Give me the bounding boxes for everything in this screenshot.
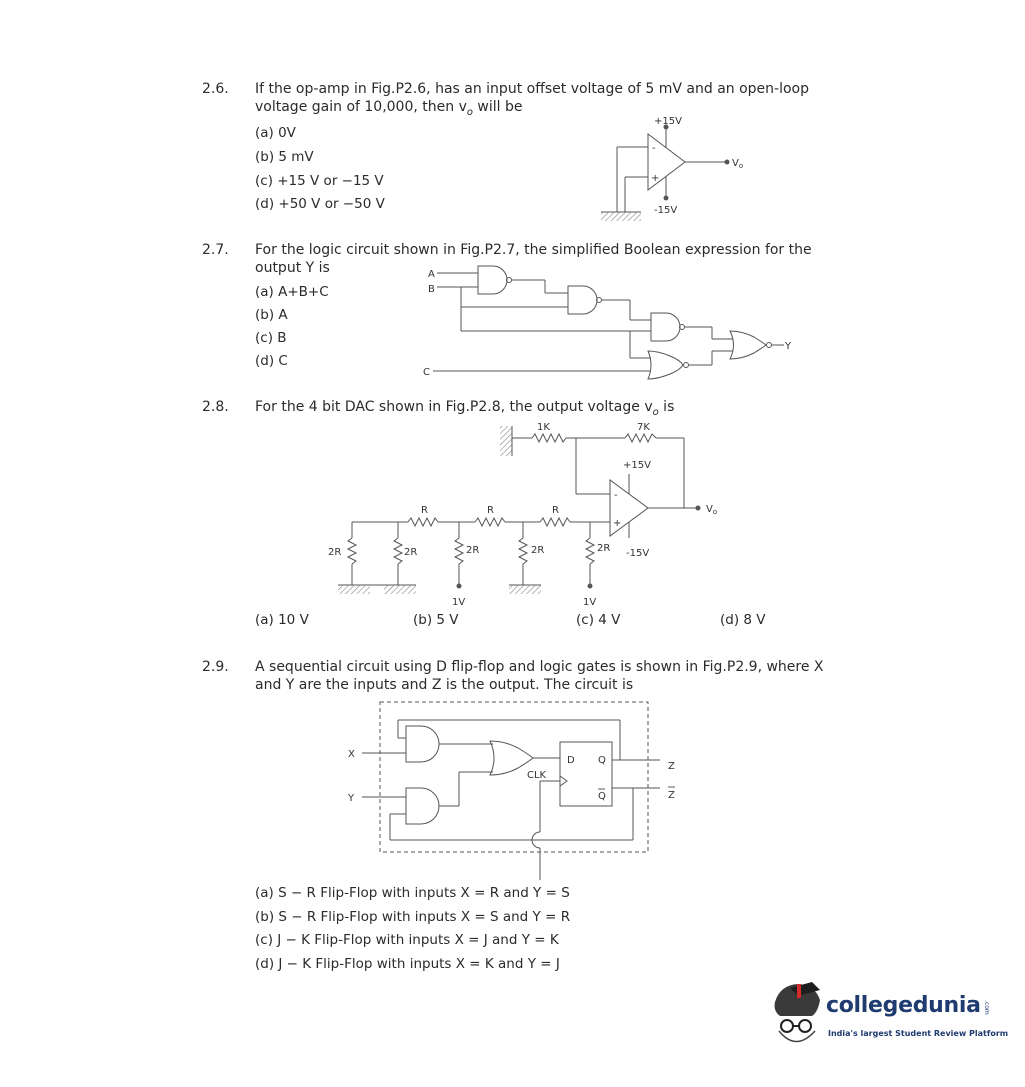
fig29-qbar-label: Q	[598, 791, 606, 802]
fig28-label-1v-1: 1V	[452, 597, 466, 608]
q29-option-b: (b) S − R Flip-Flop with inputs X = S and Y = R	[255, 909, 571, 925]
q28-text: For the 4 bit DAC shown in Fig.P2.8, the output voltage $v_o$ is	[255, 399, 675, 418]
fig26-output-label: $V_o$	[732, 158, 744, 170]
fig28-label-1v-2: 1V	[583, 597, 597, 608]
q29-option-a: (a) S − R Flip-Flop with inputs X = R and Y = S	[255, 885, 570, 901]
fig28-label-2r-4: 2R	[531, 545, 545, 556]
fig28-label-r3: R	[552, 505, 559, 516]
q29-option-c: (c) J − K Flip-Flop with inputs X = J and Y = K	[255, 932, 559, 948]
collegedunia-logo-icon	[775, 982, 820, 1042]
fig29-input-y: Y	[348, 793, 355, 804]
resistor-1k	[532, 434, 566, 442]
q27-text-line1: For the logic circuit shown in Fig.P2.7, the simplified Boolean expression for the	[255, 242, 812, 258]
fig28-label-2r-5: 2R	[597, 543, 611, 554]
q28-option-d: (d) 8 V	[720, 612, 766, 628]
or-gate-5	[730, 331, 766, 359]
fig29-d-label: D	[567, 755, 575, 766]
q27-option-a: (a) A+B+C	[255, 284, 329, 300]
q27-text-line2: output Y is	[255, 260, 330, 276]
q29-option-d: (d) J − K Flip-Flop with inputs X = K and Y = J	[255, 956, 560, 972]
ladder-resistor-r2	[475, 518, 505, 526]
fig28-r1k-label: 1K	[537, 422, 550, 433]
fig27-output-y: Y	[785, 341, 792, 352]
fig28-vminus-label: -15V	[626, 548, 650, 559]
fig28-output-label: $V_o$	[706, 504, 718, 516]
q28-number: 2.8.	[202, 399, 229, 415]
fig28-label-2r-2: 2R	[404, 547, 418, 558]
fig29-output-z: Z	[668, 761, 675, 772]
q26-option-d: (d) +50 V or −50 V	[255, 196, 385, 212]
fig26-plus-sign: +	[651, 173, 660, 184]
fig26-minus-sign: -	[652, 143, 656, 154]
and-gate-top	[406, 726, 439, 762]
fig28-label-r1: R	[421, 505, 428, 516]
shunt-2r-1	[348, 538, 356, 564]
q26-text-line2: voltage gain of 10,000, then $v_o$ will be	[255, 99, 523, 118]
nand-gate-1	[478, 266, 507, 294]
nand-gate-3	[651, 313, 680, 341]
resistor-7k	[625, 434, 656, 442]
q27-option-d: (d) C	[255, 353, 288, 369]
ladder-resistor-r3	[540, 518, 570, 526]
collegedunia-logo-suffix: .com	[983, 1000, 990, 1015]
fig28-minus-sign: -	[614, 490, 618, 501]
fig29-output-zbar: Z	[668, 790, 675, 801]
q27-number: 2.7.	[202, 242, 229, 258]
circuit-boundary	[380, 702, 648, 852]
fig28-vplus-label: +15V	[623, 460, 651, 471]
q28-option-c: (c) 4 V	[576, 612, 621, 628]
fig28-label-r2: R	[487, 505, 494, 516]
q29-text-line1: A sequential circuit using D flip-flop and logic gates is shown in Fig.P2.9, where X	[255, 659, 824, 675]
fig29-q-label: Q	[598, 755, 606, 766]
fig26-vplus-label: +15V	[654, 116, 682, 127]
fig29-clk-label: CLK	[527, 770, 547, 781]
q29-text-line2: and Y are the inputs and Z is the output. The circuit is	[255, 677, 634, 693]
shunt-2r-3	[455, 538, 463, 564]
q27-option-c: (c) B	[255, 330, 287, 346]
fig28-label-2r-1: 2R	[328, 547, 342, 558]
q26-number: 2.6.	[202, 81, 229, 97]
shunt-2r-4	[519, 538, 527, 564]
nand-gate-2	[568, 286, 597, 314]
q27-option-b: (b) A	[255, 307, 288, 323]
q26-option-b: (b) 5 mV	[255, 149, 314, 165]
q26-text-line1: If the op-amp in Fig.P2.6, has an input offset voltage of 5 mV and an open-loop	[255, 81, 810, 97]
q26-option-c: (c) +15 V or −15 V	[255, 173, 384, 189]
clk-triangle	[560, 776, 567, 786]
ladder-resistor-r1	[408, 518, 438, 526]
q28-option-b: (b) 5 V	[413, 612, 459, 628]
ground-symbol	[601, 212, 641, 221]
fig27-input-b: B	[428, 284, 435, 295]
q26-option-a: (a) 0V	[255, 125, 296, 141]
fig-p29-sequential	[362, 702, 660, 880]
fig28-r7k-label: 7K	[637, 422, 650, 433]
fig29-input-x: X	[348, 749, 355, 760]
collegedunia-logo-text: collegedunia	[826, 993, 981, 1018]
collegedunia-tagline: India's largest Student Review Platform	[828, 1029, 1009, 1038]
fig27-input-a: A	[428, 269, 435, 280]
shunt-2r-2	[394, 538, 402, 564]
fig-p28-dac	[338, 426, 700, 594]
and-gate-bottom	[406, 788, 439, 824]
fig27-input-c: C	[423, 367, 430, 378]
fig28-plus-sign: +	[613, 518, 622, 529]
or-gate-4	[648, 351, 683, 379]
q29-number: 2.9.	[202, 659, 229, 675]
fig28-label-2r-3: 2R	[466, 545, 480, 556]
shunt-2r-5	[586, 538, 594, 564]
fig-p27-logic	[433, 266, 784, 379]
fig26-vminus-label: -15V	[654, 205, 678, 216]
q28-option-a: (a) 10 V	[255, 612, 309, 628]
ground-symbol-top	[500, 426, 512, 456]
